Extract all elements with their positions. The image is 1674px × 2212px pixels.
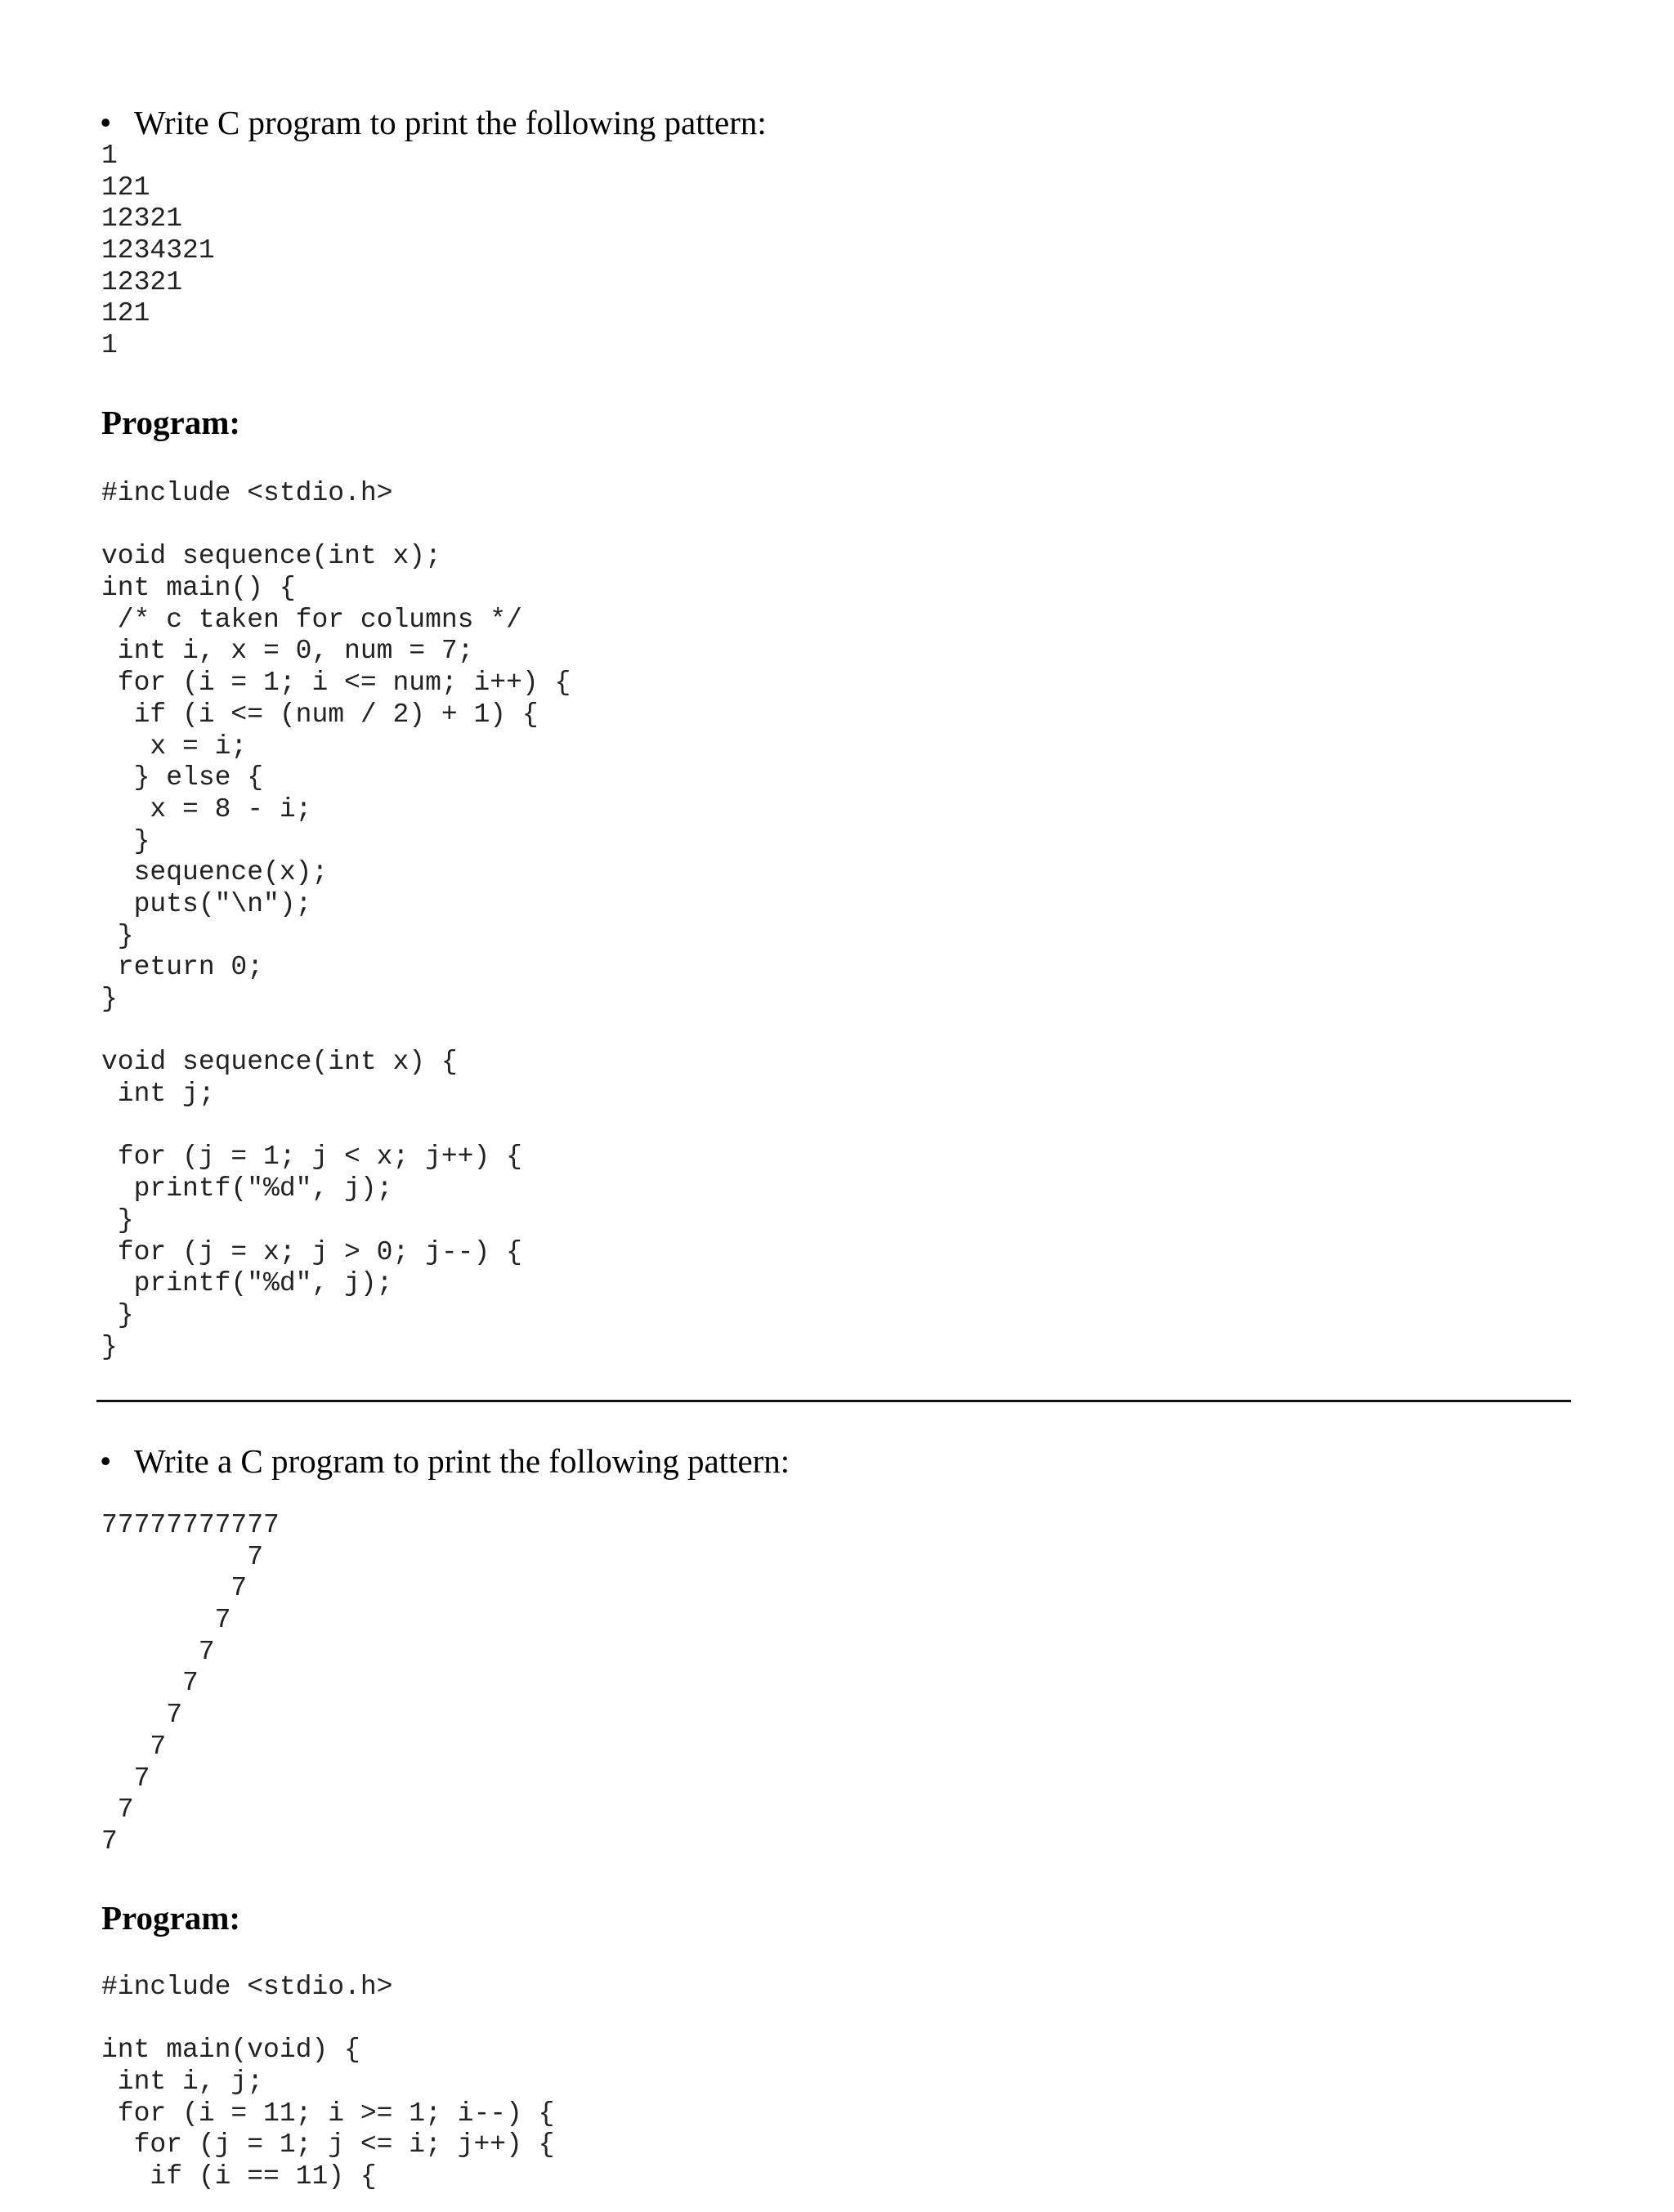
pattern-line: 7 (101, 1605, 231, 1636)
code-line (101, 1016, 571, 1048)
pattern-line: 12321 (101, 266, 183, 297)
bullet-icon: • (100, 1442, 112, 1480)
program-1-code (101, 478, 571, 1363)
bullet-icon: • (100, 104, 112, 141)
pattern-line: 1 (101, 330, 118, 361)
pattern-line: 7 (101, 1731, 167, 1762)
code-line: } (101, 984, 118, 1014)
code-line (101, 2004, 555, 2035)
code-line: for (j = 1; j < x; j++) { (101, 1142, 522, 1173)
code-line: } (101, 825, 150, 856)
section-divider (96, 1400, 1571, 1402)
question-2-heading (100, 1440, 790, 1482)
code-line: for (j = x; j > 0; j--) { (101, 1236, 522, 1267)
pattern-line: 7 (101, 1636, 215, 1667)
code-line: printf("%d", j); (101, 1268, 393, 1299)
code-line: if (i == 11) { (101, 2161, 377, 2192)
code-line: int j; (101, 1079, 215, 1110)
code-line: return 0; (101, 952, 264, 983)
pattern-line: 7 (101, 1763, 150, 1794)
code-line: if (i <= (num / 2) + 1) { (101, 699, 539, 730)
code-line: #include <stdio.h> (101, 478, 393, 508)
code-line: int i, j; (101, 2067, 264, 2098)
code-line: } else { (101, 762, 264, 793)
code-line: int main() { (101, 573, 296, 604)
code-line: /* c taken for columns */ (101, 604, 522, 635)
code-line: for (j = 1; j <= i; j++) { (101, 2129, 555, 2161)
code-line: for (i = 1; i <= num; i++) { (101, 668, 571, 699)
question-2-text: Write a C program to print the following pattern: (134, 1442, 790, 1480)
program-2-label: Program: (101, 1899, 241, 1937)
code-line: } (101, 1331, 118, 1362)
code-line: sequence(x); (101, 857, 329, 888)
code-line (101, 1110, 571, 1142)
code-line: #include <stdio.h> (101, 1972, 393, 2002)
code-line: x = 8 - i; (101, 793, 312, 824)
pattern-line: 1 (101, 141, 118, 171)
code-line: void sequence(int x) { (101, 1047, 458, 1078)
pattern-line: 7 (101, 1541, 264, 1572)
pattern-line: 121 (101, 172, 150, 203)
code-line: x = i; (101, 731, 248, 762)
pattern-line: 7 (101, 1700, 183, 1731)
pattern-line: 7 (101, 1825, 118, 1857)
program-2-code (101, 1972, 555, 2193)
pattern-2-output (101, 1510, 280, 1858)
program-1-label: Program: (101, 404, 241, 441)
pattern-line: 77777777777 (101, 1510, 280, 1540)
pattern-line: 7 (101, 1573, 248, 1604)
code-line: } (101, 1299, 134, 1330)
pattern-line: 7 (101, 1794, 134, 1825)
code-line: puts("\n"); (101, 888, 312, 919)
code-line: void sequence(int x); (101, 541, 441, 572)
code-line: int i, x = 0, num = 7; (101, 636, 474, 667)
code-line: } (101, 1204, 134, 1236)
question-1-heading (100, 101, 767, 144)
pattern-line: 121 (101, 298, 150, 329)
pattern-1-output (101, 141, 215, 362)
pattern-line: 7 (101, 1668, 199, 1699)
question-1-text: Write C program to print the following pattern: (134, 104, 767, 141)
code-line: } (101, 920, 134, 951)
pattern-line: 1234321 (101, 235, 215, 266)
code-line: int main(void) { (101, 2035, 360, 2066)
code-line (101, 510, 571, 542)
code-line: printf("%d", j); (101, 1173, 393, 1204)
pattern-line: 12321 (101, 203, 183, 235)
code-line: for (i = 11; i >= 1; i--) { (101, 2098, 555, 2129)
